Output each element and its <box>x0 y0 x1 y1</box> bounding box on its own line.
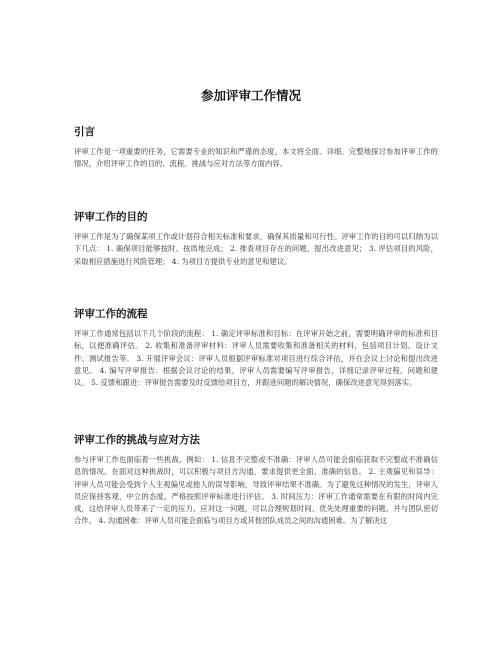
section-heading: 引言 <box>74 126 95 138</box>
section-process <box>74 307 438 389</box>
section-body: 评审工作是一项重要的任务，它需要专业的知识和严谨的态度。本文将全面、详细、完整地探讨参加评审工作的情况，介绍评审工作的目的、流程、挑战与应对方法等方面内容。 <box>74 147 438 169</box>
section-heading: 评审工作的流程 <box>74 308 148 320</box>
section-body: 评审工作是为了确保某项工作或计划符合相关标准和要求，确保其质量和可行性。评审工作的目的可以归纳为以下几点： 1. 确保项目能够按时、按质地完成； 2. 排查项目存在的问题，提出改进意见； 3. 评估项目的风险，采取相应措施进行风险管理； 4. 为项目方提供专业的意见和建议。 <box>74 232 438 266</box>
section-body: 评审工作通常包括以下几个阶段的流程： 1. 确定评审标准和目标：在评审开始之前，需要明确评审的标准和目标，以便准确评估。 2. 收集和准备评审材料：评审人员需要收集和准备相关的材料，包括项目计划、设计文件、测试报告等。 3. 开展评审会议：评审人员根据评审标准对项目进行综合评估，并在会议上讨论和提出改进意见。 4. 编写评审报告：根据会议讨论的结果，评审人员需要编写评审报告，详细记录评审过程、问题和建议。 5. 反馈和跟进：评审报告需要及时反馈给项目方，并跟进问题的解决情况，确保改进意见得到落实。 <box>74 329 438 388</box>
section-purpose <box>74 210 438 268</box>
section-heading: 评审工作的挑战与应对方法 <box>74 434 200 446</box>
section-introduction <box>74 125 438 171</box>
section-heading: 评审工作的目的 <box>74 211 148 223</box>
section-body: 参与评审工作也面临着一些挑战，例如： 1. 信息不完整或不准确：评审人员可能会面临获取不完整或不准确信息的情况。在面对这种挑战时，可以积极与项目方沟通，要求提供更全面、准确的信息。 2. 主观偏见和误导：评审人员可能会受到个人主观偏见或他人的误导影响，导致评审结果不准确。为了避免这种情况的发生，评审人员应保持客观、中立的态度，严格按照评审标准进行评估。 3. 时间压力：评审工作通常需要在有限的时间内完成，这给评审人员带来了一定的压力。应对这一问题，可以合理规划时间、优先处理重要的问题，并与团队密切合作。 4. 沟通困难：评审人员可能会面临与项目方或其他团队成员之间的沟通困难。为了解决这 <box>74 455 438 526</box>
document-title: 参加评审工作情况 <box>200 88 301 103</box>
section-challenges <box>74 433 438 528</box>
